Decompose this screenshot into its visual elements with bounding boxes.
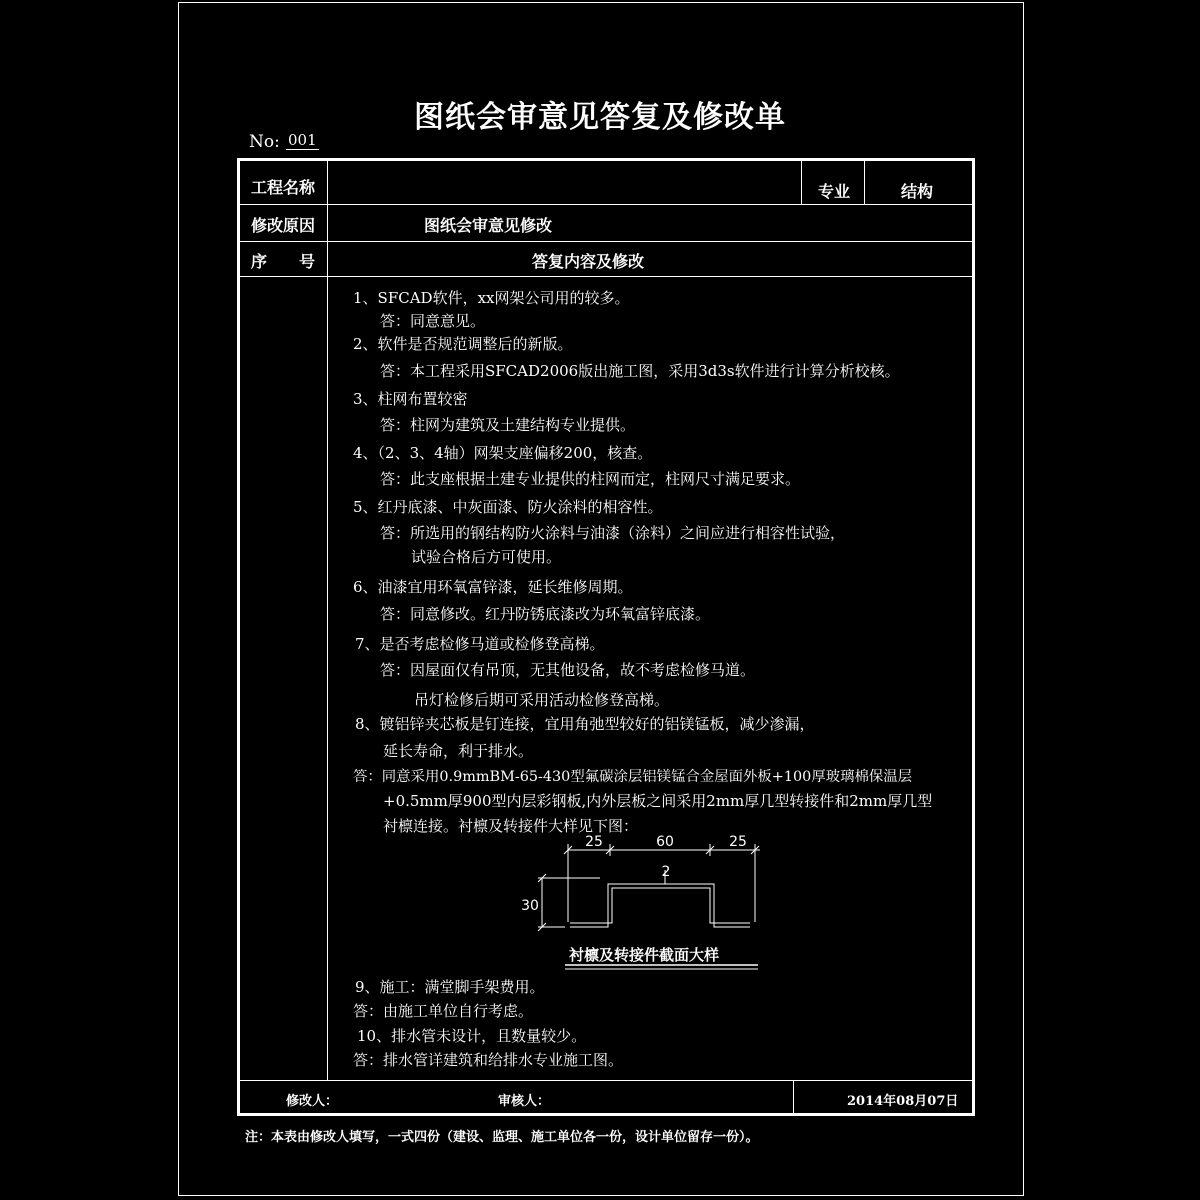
detail-caption: 衬檩及转接件截面大样 — [568, 946, 720, 964]
dim-mid-label: 60 — [656, 834, 674, 850]
col-divider — [801, 161, 802, 204]
dim-height-label: 30 — [521, 898, 539, 914]
number-value: 001 — [288, 131, 317, 149]
footnote: 注：本表由修改人填写，一式四份（建设、监理、施工单位各一份，设计单位留存一份）。 — [245, 1130, 759, 1145]
page-title: 图纸会审意见答复及修改单 — [414, 100, 786, 135]
body-line: 答：此支座根据土建专业提供的柱网而定，柱网尺寸满足要求。 — [380, 470, 801, 488]
body-line: +0.5mm厚900型内层彩钢板,内外层板之间采用2mm厚几型转接件和2mm厚几型 — [383, 792, 933, 810]
project-name-label: 工程名称 — [251, 178, 316, 197]
sequence-label: 序 号 — [251, 252, 316, 271]
body-line: 延长寿命，利于排水。 — [383, 742, 534, 760]
section-detail-drawing — [510, 832, 780, 972]
body-line: 答：同意意见。 — [380, 312, 486, 330]
row-divider — [240, 204, 972, 205]
body-line: 9、施工：满堂脚手架费用。 — [355, 978, 545, 996]
body-line: 衬檩连接。衬檩及转接件大样见下图： — [383, 817, 639, 835]
modifier-label: 修改人： — [286, 1094, 339, 1109]
discipline-label: 专业 — [818, 182, 851, 201]
reason-value: 图纸会审意见修改 — [424, 216, 553, 235]
body-line: 答：因屋面仅有吊顶，无其他设备，故不考虑检修马道。 — [380, 661, 756, 679]
discipline-value: 结构 — [901, 182, 934, 201]
body-line: 答：所选用的钢结构防火涂料与油漆（涂料）之间应进行相容性试验， — [380, 524, 846, 542]
body-line: 3、柱网布置较密 — [353, 390, 468, 408]
body-line: 答：同意修改。红丹防锈底漆改为环氧富锌底漆。 — [380, 605, 711, 623]
col-divider — [327, 161, 328, 1080]
body-line: 5、红丹底漆、中灰面漆、防火涂料的相容性。 — [353, 498, 663, 516]
col-divider — [864, 161, 865, 204]
body-line: 2、软件是否规范调整后的新版。 — [353, 335, 573, 353]
row-divider — [240, 276, 972, 277]
body-line: 答：排水管详建筑和给排水专业施工图。 — [353, 1051, 624, 1069]
dim-thickness-label: 2 — [661, 864, 671, 880]
body-line: 4、（2、3、4轴）网架支座偏移200，核查。 — [353, 444, 653, 462]
reason-label: 修改原因 — [251, 216, 316, 235]
body-line: 答：同意采用0.9mmBM-65-430型氟碳涂层铝镁锰合金屋面外板+100厚玻璃棉保温层 — [353, 769, 913, 785]
dim-right-label: 25 — [729, 834, 747, 850]
body-line: 答：由施工单位自行考虑。 — [353, 1002, 534, 1020]
body-line: 吊灯检修后期可采用活动检修登高梯。 — [414, 691, 670, 709]
row-divider — [240, 241, 972, 242]
reviewer-label: 审核人： — [498, 1094, 551, 1109]
content-header: 答复内容及修改 — [532, 252, 645, 271]
number-label: No: — [249, 132, 280, 152]
body-line: 答：本工程采用SFCAD2006版出施工图，采用3d3s软件进行计算分析校核。 — [380, 362, 900, 380]
body-line: 1、SFCAD软件，xx网架公司用的较多。 — [353, 289, 630, 307]
dim-left-label: 25 — [585, 834, 603, 850]
body-line: 8、镀铝锌夹芯板是钉连接，宜用角弛型较好的铝镁锰板，减少渗漏， — [355, 715, 815, 733]
row-divider — [240, 1080, 972, 1081]
body-line: 6、油漆宜用环氧富锌漆，延长维修周期。 — [353, 578, 633, 596]
body-line: 试验合格后方可使用。 — [411, 548, 562, 566]
body-line: 10、排水管未设计，且数量较少。 — [357, 1027, 587, 1045]
col-divider — [793, 1080, 794, 1113]
date-value: 2014年08月07日 — [847, 1094, 959, 1109]
body-line: 答：柱网为建筑及土建结构专业提供。 — [380, 416, 636, 434]
body-line: 7、是否考虑检修马道或检修登高梯。 — [355, 635, 605, 653]
